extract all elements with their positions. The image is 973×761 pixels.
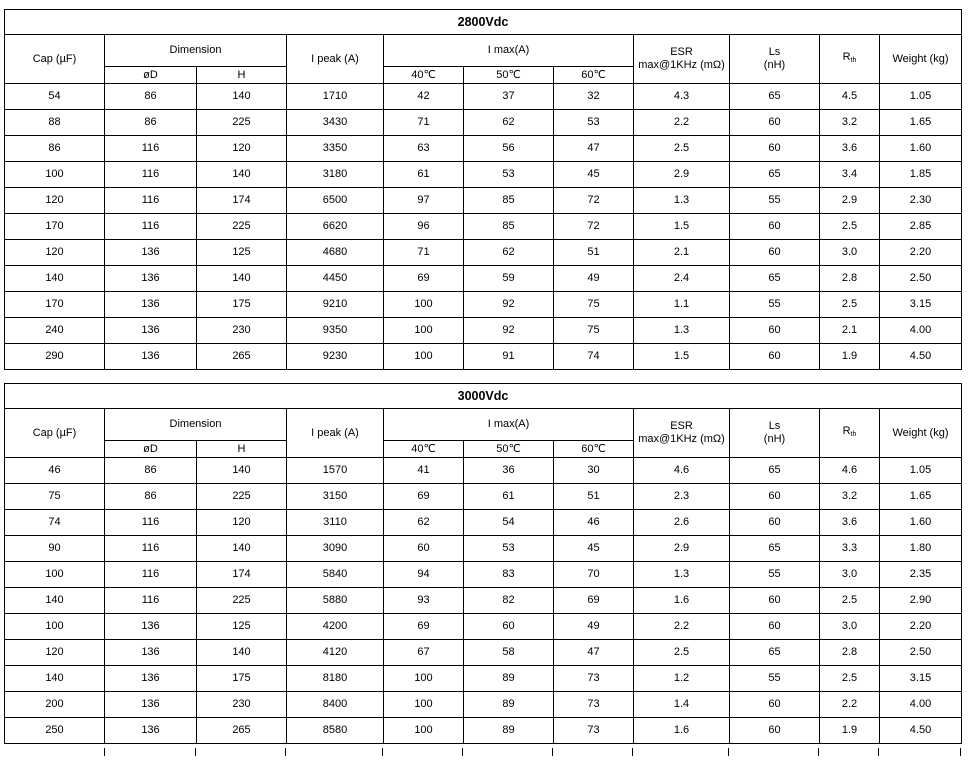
table-cell: 120 bbox=[197, 136, 287, 162]
table-cell: 69 bbox=[384, 614, 464, 640]
table-cell: 1.80 bbox=[880, 536, 962, 562]
table-cell: 62 bbox=[464, 110, 554, 136]
header-dimension: Dimension bbox=[105, 409, 287, 441]
table-cell: 2.6 bbox=[634, 510, 730, 536]
table-cell: 6620 bbox=[287, 214, 384, 240]
table-cell: 170 bbox=[5, 214, 105, 240]
table-cell: 3.0 bbox=[820, 240, 880, 266]
next-table-border bbox=[4, 743, 961, 758]
table-cell: 136 bbox=[105, 266, 197, 292]
table-cell: 8180 bbox=[287, 666, 384, 692]
table-cell: 69 bbox=[384, 266, 464, 292]
table-cell: 2.1 bbox=[634, 240, 730, 266]
table-cell: 1.6 bbox=[634, 718, 730, 744]
table-cell: 65 bbox=[730, 84, 820, 110]
table-cell: 116 bbox=[105, 214, 197, 240]
table-cell: 60 bbox=[730, 136, 820, 162]
table-cell: 140 bbox=[5, 266, 105, 292]
table-cell: 83 bbox=[464, 562, 554, 588]
table-cell: 3180 bbox=[287, 162, 384, 188]
header-weight: Weight (kg) bbox=[880, 35, 962, 84]
header-dimension: Dimension bbox=[105, 35, 287, 67]
table-cell: 2.9 bbox=[634, 162, 730, 188]
table-cell: 86 bbox=[105, 84, 197, 110]
table-cell: 140 bbox=[197, 536, 287, 562]
table-cell: 175 bbox=[197, 666, 287, 692]
table-row bbox=[5, 318, 962, 344]
table-cell: 89 bbox=[464, 718, 554, 744]
table-cell: 1.60 bbox=[880, 510, 962, 536]
table-cell: 42 bbox=[384, 84, 464, 110]
table-cell: 62 bbox=[384, 510, 464, 536]
table-cell: 3.15 bbox=[880, 292, 962, 318]
table-row bbox=[5, 510, 962, 536]
table-row bbox=[5, 214, 962, 240]
table-cell: 230 bbox=[197, 318, 287, 344]
table-title: 3000Vdc bbox=[5, 384, 962, 409]
table-cell: 136 bbox=[105, 344, 197, 370]
table-cell: 89 bbox=[464, 692, 554, 718]
table-row bbox=[5, 562, 962, 588]
table-cell: 53 bbox=[554, 110, 634, 136]
header-esr: ESR max@1KHz (mΩ) bbox=[634, 35, 730, 84]
table-cell: 1570 bbox=[287, 458, 384, 484]
table-cell: 2.5 bbox=[820, 292, 880, 318]
table-cell: 2.85 bbox=[880, 214, 962, 240]
table-cell: 58 bbox=[464, 640, 554, 666]
table-cell: 116 bbox=[105, 588, 197, 614]
table-cell: 5880 bbox=[287, 588, 384, 614]
table-cell: 71 bbox=[384, 110, 464, 136]
table-cell: 53 bbox=[464, 536, 554, 562]
table-cell: 55 bbox=[730, 292, 820, 318]
table-cell: 1.05 bbox=[880, 84, 962, 110]
table-cell: 45 bbox=[554, 536, 634, 562]
table-cell: 86 bbox=[5, 136, 105, 162]
table-cell: 4200 bbox=[287, 614, 384, 640]
table-cell: 4.5 bbox=[820, 84, 880, 110]
table-cell: 65 bbox=[730, 162, 820, 188]
table-cell: 9210 bbox=[287, 292, 384, 318]
table-cell: 140 bbox=[197, 266, 287, 292]
table-cell: 36 bbox=[464, 458, 554, 484]
header-esr: ESR max@1KHz (mΩ) bbox=[634, 409, 730, 458]
table-cell: 65 bbox=[730, 266, 820, 292]
table-cell: 73 bbox=[554, 718, 634, 744]
table-cell: 65 bbox=[730, 640, 820, 666]
table-cell: 1710 bbox=[287, 84, 384, 110]
table-cell: 225 bbox=[197, 110, 287, 136]
table-cell: 62 bbox=[464, 240, 554, 266]
table-cell: 4.50 bbox=[880, 718, 962, 744]
table-cell: 136 bbox=[105, 640, 197, 666]
table-cell: 100 bbox=[384, 344, 464, 370]
table-cell: 60 bbox=[730, 484, 820, 510]
table-cell: 2.5 bbox=[820, 666, 880, 692]
table-cell: 2.5 bbox=[634, 136, 730, 162]
table-cell: 2.35 bbox=[880, 562, 962, 588]
header-cap: Cap (µF) bbox=[5, 409, 105, 458]
table-cell: 46 bbox=[554, 510, 634, 536]
table-cell: 86 bbox=[105, 110, 197, 136]
header-weight: Weight (kg) bbox=[880, 409, 962, 458]
header-temp-50: 50℃ bbox=[464, 67, 554, 84]
header-ls: Ls (nH) bbox=[730, 35, 820, 84]
table-cell: 60 bbox=[730, 614, 820, 640]
table-cell: 9350 bbox=[287, 318, 384, 344]
table-cell: 41 bbox=[384, 458, 464, 484]
table-cell: 116 bbox=[105, 162, 197, 188]
table-cell: 45 bbox=[554, 162, 634, 188]
table-title: 2800Vdc bbox=[5, 10, 962, 35]
header-imax: I max(A) bbox=[384, 35, 634, 67]
table-cell: 4.6 bbox=[820, 458, 880, 484]
table-cell: 60 bbox=[384, 536, 464, 562]
table-cell: 1.65 bbox=[880, 484, 962, 510]
table-row bbox=[5, 162, 962, 188]
table-cell: 1.3 bbox=[634, 562, 730, 588]
table-cell: 200 bbox=[5, 692, 105, 718]
table-cell: 116 bbox=[105, 510, 197, 536]
table-cell: 46 bbox=[5, 458, 105, 484]
table-cell: 60 bbox=[730, 692, 820, 718]
table-cell: 54 bbox=[5, 84, 105, 110]
spec-sheet bbox=[4, 9, 961, 744]
table-cell: 2.2 bbox=[820, 692, 880, 718]
table-cell: 51 bbox=[554, 484, 634, 510]
table-row bbox=[5, 640, 962, 666]
table-cell: 170 bbox=[5, 292, 105, 318]
table-cell: 89 bbox=[464, 666, 554, 692]
table-cell: 2.8 bbox=[820, 640, 880, 666]
table-cell: 92 bbox=[464, 292, 554, 318]
table-cell: 1.9 bbox=[820, 344, 880, 370]
table-cell: 8580 bbox=[287, 718, 384, 744]
table-cell: 49 bbox=[554, 266, 634, 292]
table-cell: 56 bbox=[464, 136, 554, 162]
table-cell: 140 bbox=[197, 162, 287, 188]
table-row bbox=[5, 588, 962, 614]
table-cell: 82 bbox=[464, 588, 554, 614]
table-cell: 3.2 bbox=[820, 484, 880, 510]
header-temp-60: 60℃ bbox=[554, 441, 634, 458]
table-cell: 47 bbox=[554, 640, 634, 666]
table-cell: 3.0 bbox=[820, 562, 880, 588]
table-cell: 55 bbox=[730, 562, 820, 588]
table-cell: 3430 bbox=[287, 110, 384, 136]
table-cell: 116 bbox=[105, 562, 197, 588]
table-cell: 4.00 bbox=[880, 692, 962, 718]
table-cell: 2.8 bbox=[820, 266, 880, 292]
header-diameter: øD bbox=[105, 67, 197, 84]
table-row bbox=[5, 344, 962, 370]
table-cell: 91 bbox=[464, 344, 554, 370]
table-cell: 61 bbox=[464, 484, 554, 510]
table-cell: 1.4 bbox=[634, 692, 730, 718]
table-cell: 136 bbox=[105, 692, 197, 718]
table-cell: 120 bbox=[5, 240, 105, 266]
table-cell: 1.1 bbox=[634, 292, 730, 318]
table-cell: 30 bbox=[554, 458, 634, 484]
table-cell: 73 bbox=[554, 692, 634, 718]
table-cell: 60 bbox=[730, 510, 820, 536]
table-cell: 71 bbox=[384, 240, 464, 266]
header-temp-40: 40℃ bbox=[384, 67, 464, 84]
table-cell: 2.90 bbox=[880, 588, 962, 614]
table-row bbox=[5, 84, 962, 110]
table-cell: 100 bbox=[5, 614, 105, 640]
table-cell: 92 bbox=[464, 318, 554, 344]
table-cell: 1.5 bbox=[634, 344, 730, 370]
header-temp-50: 50℃ bbox=[464, 441, 554, 458]
table-cell: 2.50 bbox=[880, 640, 962, 666]
table-row bbox=[5, 136, 962, 162]
table-cell: 120 bbox=[5, 188, 105, 214]
table-cell: 69 bbox=[384, 484, 464, 510]
table-cell: 1.5 bbox=[634, 214, 730, 240]
table-cell: 72 bbox=[554, 188, 634, 214]
table-cell: 175 bbox=[197, 292, 287, 318]
table-cell: 3.4 bbox=[820, 162, 880, 188]
header-height: H bbox=[197, 441, 287, 458]
table-cell: 240 bbox=[5, 318, 105, 344]
table-row bbox=[5, 692, 962, 718]
table-cell: 65 bbox=[730, 536, 820, 562]
table-cell: 2.5 bbox=[820, 214, 880, 240]
table-cell: 225 bbox=[197, 214, 287, 240]
table-cell: 49 bbox=[554, 614, 634, 640]
table-cell: 2.3 bbox=[634, 484, 730, 510]
header-rth: $R_{th}$ bbox=[820, 409, 880, 458]
table-cell: 51 bbox=[554, 240, 634, 266]
header-rth: $R_{th}$ bbox=[820, 35, 880, 84]
table-cell: 60 bbox=[730, 240, 820, 266]
table-cell: 8400 bbox=[287, 692, 384, 718]
table-cell: 2.20 bbox=[880, 240, 962, 266]
table-cell: 3.15 bbox=[880, 666, 962, 692]
table-cell: 1.6 bbox=[634, 588, 730, 614]
table-cell: 3150 bbox=[287, 484, 384, 510]
table-cell: 59 bbox=[464, 266, 554, 292]
table-row bbox=[5, 266, 962, 292]
table-cell: 1.3 bbox=[634, 318, 730, 344]
table-cell: 90 bbox=[5, 536, 105, 562]
table-cell: 116 bbox=[105, 188, 197, 214]
table-cell: 5840 bbox=[287, 562, 384, 588]
table-cell: 73 bbox=[554, 666, 634, 692]
table-cell: 1.65 bbox=[880, 110, 962, 136]
table-cell: 2.2 bbox=[634, 110, 730, 136]
table-cell: 120 bbox=[5, 640, 105, 666]
table-cell: 265 bbox=[197, 718, 287, 744]
table-cell: 2.5 bbox=[634, 640, 730, 666]
table-cell: 140 bbox=[197, 458, 287, 484]
table-cell: 125 bbox=[197, 614, 287, 640]
table-cell: 3350 bbox=[287, 136, 384, 162]
table-cell: 65 bbox=[730, 458, 820, 484]
table-cell: 225 bbox=[197, 484, 287, 510]
table-cell: 88 bbox=[5, 110, 105, 136]
table-cell: 32 bbox=[554, 84, 634, 110]
table-cell: 69 bbox=[554, 588, 634, 614]
table-cell: 75 bbox=[554, 292, 634, 318]
table-cell: 67 bbox=[384, 640, 464, 666]
table-cell: 136 bbox=[105, 718, 197, 744]
table-cell: 96 bbox=[384, 214, 464, 240]
table-cell: 60 bbox=[730, 588, 820, 614]
table-row bbox=[5, 110, 962, 136]
table-cell: 1.9 bbox=[820, 718, 880, 744]
header-imax: I max(A) bbox=[384, 409, 634, 441]
header-ipeak: I peak (A) bbox=[287, 409, 384, 458]
table-cell: 4450 bbox=[287, 266, 384, 292]
table-row bbox=[5, 718, 962, 744]
table-cell: 100 bbox=[384, 692, 464, 718]
table-cell: 4.3 bbox=[634, 84, 730, 110]
table-cell: 2.2 bbox=[634, 614, 730, 640]
table-cell: 75 bbox=[5, 484, 105, 510]
table-cell: 3110 bbox=[287, 510, 384, 536]
table-spacer bbox=[4, 370, 961, 383]
table-cell: 4680 bbox=[287, 240, 384, 266]
table-cell: 1.3 bbox=[634, 188, 730, 214]
table-cell: 1.85 bbox=[880, 162, 962, 188]
table-row bbox=[5, 240, 962, 266]
table-cell: 94 bbox=[384, 562, 464, 588]
table-cell: 3.6 bbox=[820, 136, 880, 162]
table-cell: 136 bbox=[105, 318, 197, 344]
table-cell: 3.6 bbox=[820, 510, 880, 536]
table-cell: 140 bbox=[5, 588, 105, 614]
table-cell: 70 bbox=[554, 562, 634, 588]
table-cell: 136 bbox=[105, 666, 197, 692]
table-cell: 55 bbox=[730, 188, 820, 214]
header-cap: Cap (µF) bbox=[5, 35, 105, 84]
table-row bbox=[5, 292, 962, 318]
table-cell: 140 bbox=[197, 640, 287, 666]
table-cell: 125 bbox=[197, 240, 287, 266]
table-cell: 100 bbox=[5, 162, 105, 188]
table-cell: 2.4 bbox=[634, 266, 730, 292]
table-cell: 120 bbox=[197, 510, 287, 536]
table-cell: 225 bbox=[197, 588, 287, 614]
table-cell: 6500 bbox=[287, 188, 384, 214]
table-cell: 250 bbox=[5, 718, 105, 744]
table-cell: 86 bbox=[105, 458, 197, 484]
table-cell: 136 bbox=[105, 292, 197, 318]
spec-table bbox=[4, 383, 962, 744]
table-cell: 55 bbox=[730, 666, 820, 692]
table-cell: 2.20 bbox=[880, 614, 962, 640]
table-row bbox=[5, 666, 962, 692]
table-row bbox=[5, 458, 962, 484]
table-cell: 140 bbox=[197, 84, 287, 110]
table-cell: 4.6 bbox=[634, 458, 730, 484]
table-cell: 2.1 bbox=[820, 318, 880, 344]
table-cell: 265 bbox=[197, 344, 287, 370]
table-cell: 1.2 bbox=[634, 666, 730, 692]
table-cell: 116 bbox=[105, 536, 197, 562]
spec-table bbox=[4, 9, 962, 370]
table-cell: 136 bbox=[105, 614, 197, 640]
table-cell: 230 bbox=[197, 692, 287, 718]
header-height: H bbox=[197, 67, 287, 84]
table-cell: 37 bbox=[464, 84, 554, 110]
table-cell: 100 bbox=[384, 718, 464, 744]
table-cell: 61 bbox=[384, 162, 464, 188]
table-cell: 100 bbox=[384, 666, 464, 692]
table-row bbox=[5, 484, 962, 510]
table-cell: 97 bbox=[384, 188, 464, 214]
table-row bbox=[5, 536, 962, 562]
header-temp-60: 60℃ bbox=[554, 67, 634, 84]
table-cell: 2.9 bbox=[634, 536, 730, 562]
table-cell: 72 bbox=[554, 214, 634, 240]
table-cell: 85 bbox=[464, 214, 554, 240]
table-cell: 74 bbox=[5, 510, 105, 536]
table-cell: 136 bbox=[105, 240, 197, 266]
header-ls: Ls (nH) bbox=[730, 409, 820, 458]
table-cell: 93 bbox=[384, 588, 464, 614]
table-cell: 174 bbox=[197, 188, 287, 214]
table-cell: 53 bbox=[464, 162, 554, 188]
table-cell: 2.30 bbox=[880, 188, 962, 214]
table-cell: 60 bbox=[730, 214, 820, 240]
table-cell: 63 bbox=[384, 136, 464, 162]
table-cell: 9230 bbox=[287, 344, 384, 370]
table-cell: 3090 bbox=[287, 536, 384, 562]
table-cell: 4120 bbox=[287, 640, 384, 666]
table-cell: 1.05 bbox=[880, 458, 962, 484]
header-ipeak: I peak (A) bbox=[287, 35, 384, 84]
table-cell: 116 bbox=[105, 136, 197, 162]
table-cell: 47 bbox=[554, 136, 634, 162]
table-cell: 100 bbox=[384, 318, 464, 344]
table-cell: 3.0 bbox=[820, 614, 880, 640]
table-cell: 100 bbox=[5, 562, 105, 588]
table-cell: 86 bbox=[105, 484, 197, 510]
table-row bbox=[5, 614, 962, 640]
table-cell: 60 bbox=[730, 718, 820, 744]
table-cell: 3.3 bbox=[820, 536, 880, 562]
table-cell: 60 bbox=[730, 318, 820, 344]
table-cell: 2.5 bbox=[820, 588, 880, 614]
table-cell: 3.2 bbox=[820, 110, 880, 136]
table-cell: 2.50 bbox=[880, 266, 962, 292]
table-cell: 54 bbox=[464, 510, 554, 536]
table-cell: 60 bbox=[730, 110, 820, 136]
table-row bbox=[5, 188, 962, 214]
table-cell: 74 bbox=[554, 344, 634, 370]
table-cell: 174 bbox=[197, 562, 287, 588]
table-cell: 4.00 bbox=[880, 318, 962, 344]
header-diameter: øD bbox=[105, 441, 197, 458]
table-cell: 4.50 bbox=[880, 344, 962, 370]
table-cell: 2.9 bbox=[820, 188, 880, 214]
table-cell: 100 bbox=[384, 292, 464, 318]
header-temp-40: 40℃ bbox=[384, 441, 464, 458]
table-cell: 290 bbox=[5, 344, 105, 370]
table-cell: 60 bbox=[464, 614, 554, 640]
table-cell: 140 bbox=[5, 666, 105, 692]
table-cell: 85 bbox=[464, 188, 554, 214]
table-cell: 60 bbox=[730, 344, 820, 370]
table-cell: 1.60 bbox=[880, 136, 962, 162]
table-cell: 75 bbox=[554, 318, 634, 344]
